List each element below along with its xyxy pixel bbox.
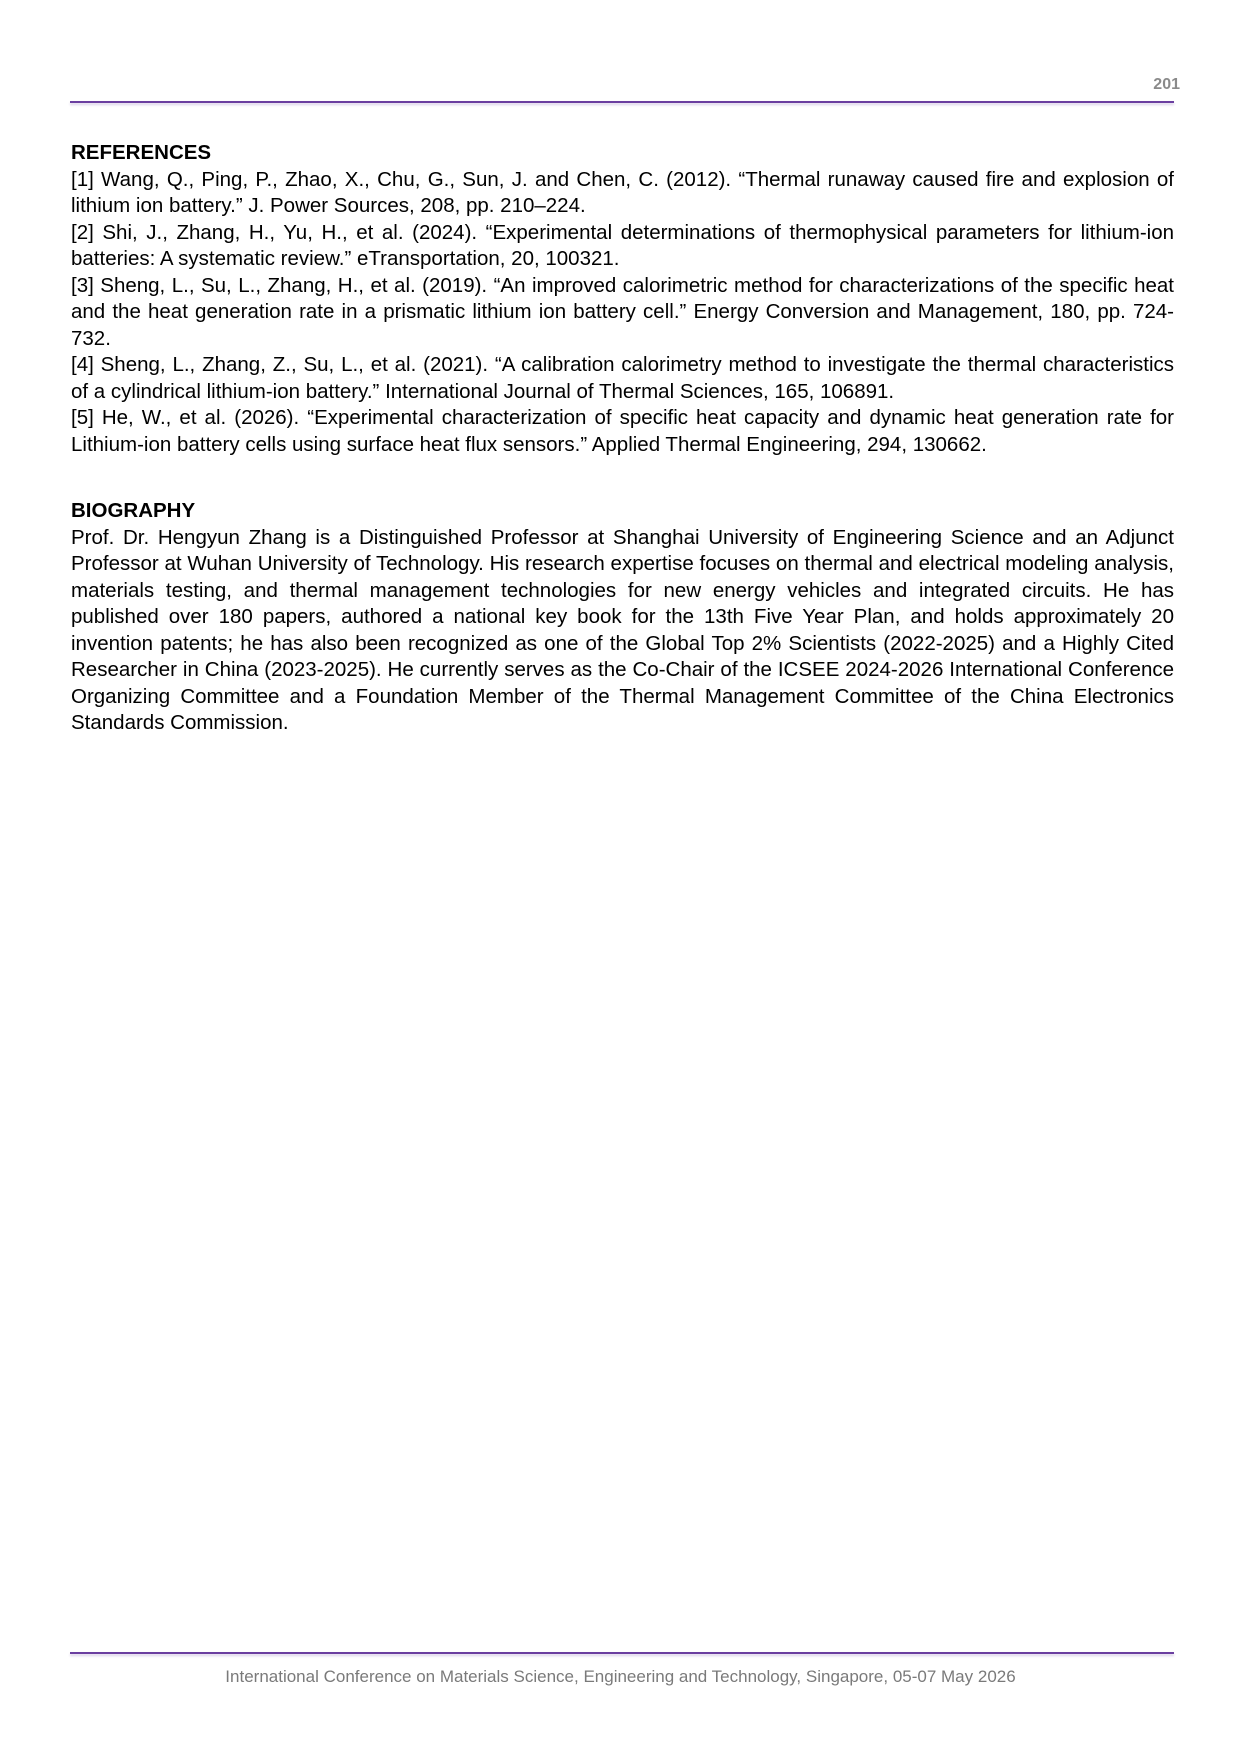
page-number: 201: [1153, 76, 1180, 93]
references-heading: REFERENCES: [71, 141, 212, 164]
reference-item: [4] Sheng, L., Zhang, Z., Su, L., et al. (2021). “A calibration calorimetry method to investigate the thermal characteristics of a cylindrical lithium-ion battery.” International Journal of Thermal Sciences, 165, 106891.: [71, 353, 1174, 403]
reference-item: [3] Sheng, L., Su, L., Zhang, H., et al. (2019). “An improved calorimetric method for characterizations of the specific heat and the heat generation rate in a prismatic lithium ion battery cell.” Energy Conversion and Management, 180, pp. 724-732.: [71, 273, 1174, 350]
header-rule: [70, 101, 1174, 103]
biography-section: [71, 498, 1174, 737]
reference-item: [1] Wang, Q., Ping, P., Zhao, X., Chu, G., Sun, J. and Chen, C. (2012). “Thermal runaway caused fire and explosion of lithium ion battery.” J. Power Sources, 208, pp. 210–224.: [71, 167, 1174, 217]
reference-item: [5] He, W., et al. (2026). “Experimental characterization of specific heat capacity and dynamic heat generation rate for Lithium-ion battery cells using surface heat flux sensors.” Applied Thermal Engineering, 294, 130662.: [71, 406, 1174, 456]
footer-text: International Conference on Materials Science, Engineering and Technology, Singapore, 05-07 May 2026: [225, 1667, 1016, 1686]
references-section: [71, 140, 1174, 458]
biography-text: Prof. Dr. Hengyun Zhang is a Distinguished Professor at Shanghai University of Engineering Science and an Adjunct Professor at Wuhan University of Technology. His research expertise focuses on thermal and electrical modeling analysis, materials testing, and thermal management technologies for new energy vehicles and integrated circuits. He has published over 180 papers, authored a national key book for the 13th Five Year Plan, and holds approximately 20 invention patents; he has also been recognized as one of the Global Top 2% Scientists (2022-2025) and a Highly Cited Researcher in China (2023-2025). He currently serves as the Co-Chair of the ICSEE 2024-2026 International Conference Organizing Committee and a Foundation Member of the Thermal Management Committee of the China Electronics Standards Commission.: [71, 525, 1174, 734]
biography-heading: BIOGRAPHY: [71, 499, 196, 522]
page-content: [71, 140, 1174, 737]
footer-rule: [70, 1652, 1174, 1654]
reference-item: [2] Shi, J., Zhang, H., Yu, H., et al. (2024). “Experimental determinations of thermophysical parameters for lithium-ion batteries: A systematic review.” eTransportation, 20, 100321.: [71, 220, 1174, 270]
